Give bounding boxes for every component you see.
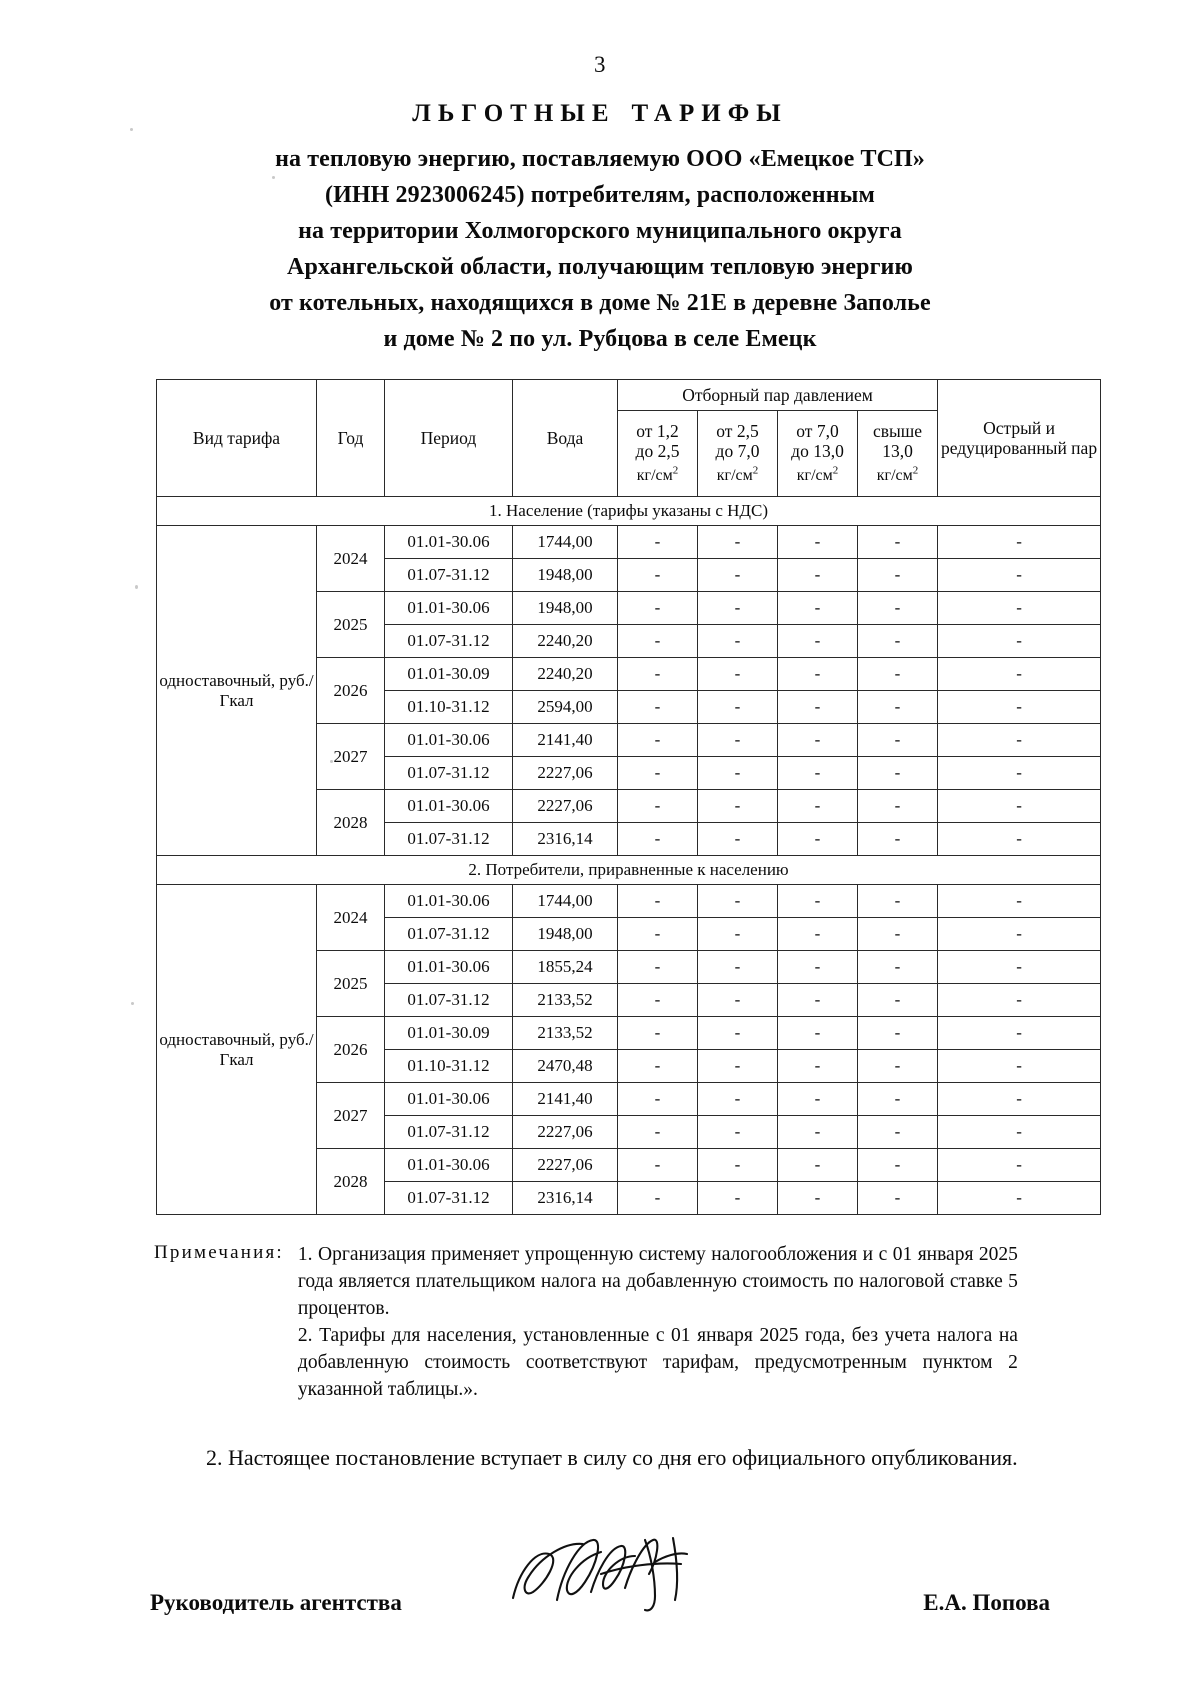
steam-above-13-0-cell: - <box>858 790 938 823</box>
steam-7-0-13-0-cell: - <box>778 885 858 918</box>
sharp-steam-cell: - <box>938 823 1101 856</box>
sharp-steam-cell: - <box>938 559 1101 592</box>
sharp-steam-cell: - <box>938 790 1101 823</box>
sharp-steam-cell: - <box>938 1149 1101 1182</box>
header-period: Период <box>385 380 513 497</box>
header-pressure-1: от 1,2 до 2,5 $кг/см^2$ <box>618 410 698 496</box>
signer-name: Е.А. Попова <box>923 1590 1050 1615</box>
steam-2-5-7-0-cell: - <box>698 918 778 951</box>
water-value-cell: 2594,00 <box>513 691 618 724</box>
table-row <box>157 526 1101 559</box>
section-title-row <box>157 497 1101 526</box>
steam-7-0-13-0-cell: - <box>778 918 858 951</box>
steam-above-13-0-cell: - <box>858 1116 938 1149</box>
water-value-cell: 2227,06 <box>513 790 618 823</box>
steam-1-2-2-5-cell: - <box>618 691 698 724</box>
note-item-2: 2. Тарифы для населения, установленные с 01 января 2025 года, без учета налога на добавленную стоимость соответствуют тарифам, предусмотренным пунктом 2 указанной таблицы.». <box>297 1325 1018 1400</box>
steam-1-2-2-5-cell: - <box>618 1083 698 1116</box>
steam-above-13-0-cell: - <box>858 984 938 1017</box>
steam-2-5-7-0-cell: - <box>698 951 778 984</box>
steam-above-13-0-cell: - <box>858 592 938 625</box>
steam-2-5-7-0-cell: - <box>698 790 778 823</box>
period-cell: 01.01-30.06 <box>385 885 513 918</box>
title-line-6: и доме № 2 по ул. Рубцова в селе Емецк <box>383 326 817 352</box>
water-value-cell: 2240,20 <box>513 625 618 658</box>
sharp-steam-cell: - <box>938 724 1101 757</box>
steam-above-13-0-cell: - <box>858 1149 938 1182</box>
steam-2-5-7-0-cell: - <box>698 526 778 559</box>
water-value-cell: 1744,00 <box>513 885 618 918</box>
period-cell: 01.01-30.06 <box>385 1083 513 1116</box>
steam-1-2-2-5-cell: - <box>618 823 698 856</box>
steam-2-5-7-0-cell: - <box>698 625 778 658</box>
period-cell: 01.01-30.06 <box>385 724 513 757</box>
year-cell: 2026 <box>317 1017 385 1083</box>
steam-7-0-13-0-cell: - <box>778 1116 858 1149</box>
water-value-cell: 2316,14 <box>513 1182 618 1215</box>
steam-above-13-0-cell: - <box>858 823 938 856</box>
steam-2-5-7-0-cell: - <box>698 658 778 691</box>
tariff-type-cell: одноставочный, руб./Гкал <box>157 885 317 1215</box>
steam-above-13-0-cell: - <box>858 1083 938 1116</box>
sharp-steam-cell: - <box>938 1017 1101 1050</box>
period-cell: 01.07-31.12 <box>385 559 513 592</box>
year-cell: 2025 <box>317 592 385 658</box>
document-title: ЛЬГОТНЫЕ ТАРИФЫ <box>412 100 788 127</box>
year-cell: 2027 <box>317 724 385 790</box>
year-cell: 2026 <box>317 658 385 724</box>
steam-above-13-0-cell: - <box>858 526 938 559</box>
steam-7-0-13-0-cell: - <box>778 559 858 592</box>
closing-text: Настоящее постановление вступает в силу со дня его официального опубликования. <box>228 1445 1018 1470</box>
sharp-steam-cell: - <box>938 1083 1101 1116</box>
sharp-steam-cell: - <box>938 625 1101 658</box>
steam-7-0-13-0-cell: - <box>778 1182 858 1215</box>
year-cell: 2028 <box>317 790 385 856</box>
water-value-cell: 2227,06 <box>513 1116 618 1149</box>
steam-7-0-13-0-cell: - <box>778 658 858 691</box>
steam-2-5-7-0-cell: - <box>698 724 778 757</box>
header-pressure-2: от 2,5 до 7,0 $кг/см^2$ <box>698 410 778 496</box>
sharp-steam-cell: - <box>938 658 1101 691</box>
steam-2-5-7-0-cell: - <box>698 1083 778 1116</box>
scan-speck <box>135 585 138 589</box>
steam-2-5-7-0-cell: - <box>698 691 778 724</box>
period-cell: 01.07-31.12 <box>385 823 513 856</box>
header-year: Год <box>317 380 385 497</box>
year-cell: 2024 <box>317 526 385 592</box>
steam-above-13-0-cell: - <box>858 1050 938 1083</box>
steam-1-2-2-5-cell: - <box>618 1017 698 1050</box>
water-value-cell: 2227,06 <box>513 1149 618 1182</box>
period-cell: 01.01-30.06 <box>385 951 513 984</box>
steam-1-2-2-5-cell: - <box>618 658 698 691</box>
steam-above-13-0-cell: - <box>858 691 938 724</box>
steam-1-2-2-5-cell: - <box>618 918 698 951</box>
table-header <box>157 380 1101 497</box>
scan-speck <box>131 1002 134 1005</box>
water-value-cell: 2227,06 <box>513 757 618 790</box>
steam-2-5-7-0-cell: - <box>698 1149 778 1182</box>
steam-7-0-13-0-cell: - <box>778 1050 858 1083</box>
water-value-cell: 2141,40 <box>513 724 618 757</box>
steam-2-5-7-0-cell: - <box>698 1116 778 1149</box>
sharp-steam-cell: - <box>938 984 1101 1017</box>
section-title: 2. Потребители, приравненные к населению <box>157 856 1101 885</box>
steam-7-0-13-0-cell: - <box>778 823 858 856</box>
year-cell: 2027 <box>317 1083 385 1149</box>
section-title: 1. Население (тарифы указаны с НДС) <box>157 497 1101 526</box>
sharp-steam-cell: - <box>938 1116 1101 1149</box>
steam-2-5-7-0-cell: - <box>698 984 778 1017</box>
title-line-1: на тепловую энергию, поставляемую ООО «Емецкое ТСП» <box>275 146 925 172</box>
note-item-1: 1. Организация применяет упрощенную систему налогообложения и с 01 января 2025 года является плательщиком налога на добавленную стоимость по налоговой ставке 5 процентов. <box>297 1244 1018 1319</box>
steam-7-0-13-0-cell: - <box>778 951 858 984</box>
sharp-steam-cell: - <box>938 885 1101 918</box>
tariff-table <box>156 379 1101 1215</box>
steam-1-2-2-5-cell: - <box>618 951 698 984</box>
header-sharp-steam: Острый и редуцированный пар <box>938 380 1101 497</box>
water-value-cell: 1744,00 <box>513 526 618 559</box>
steam-1-2-2-5-cell: - <box>618 526 698 559</box>
water-value-cell: 1948,00 <box>513 592 618 625</box>
closing-paragraph <box>150 1441 1050 1474</box>
steam-1-2-2-5-cell: - <box>618 984 698 1017</box>
steam-1-2-2-5-cell: - <box>618 592 698 625</box>
steam-1-2-2-5-cell: - <box>618 757 698 790</box>
header-pressure-3: от 7,0 до 13,0 $кг/см^2$ <box>778 410 858 496</box>
sharp-steam-cell: - <box>938 1182 1101 1215</box>
water-value-cell: 2133,52 <box>513 1017 618 1050</box>
steam-above-13-0-cell: - <box>858 559 938 592</box>
steam-above-13-0-cell: - <box>858 1017 938 1050</box>
title-line-3: на территории Холмогорского муниципального округа <box>298 218 902 244</box>
steam-2-5-7-0-cell: - <box>698 559 778 592</box>
scan-speck <box>330 760 333 763</box>
steam-1-2-2-5-cell: - <box>618 790 698 823</box>
notes-block <box>154 1241 1050 1403</box>
header-pressure-4: свыше 13,0 $кг/см^2$ <box>858 410 938 496</box>
period-cell: 01.01-30.06 <box>385 526 513 559</box>
sharp-steam-cell: - <box>938 1050 1101 1083</box>
page-number: 3 <box>594 52 606 77</box>
notes-body <box>298 1241 1018 1403</box>
steam-above-13-0-cell: - <box>858 951 938 984</box>
period-cell: 01.07-31.12 <box>385 625 513 658</box>
steam-7-0-13-0-cell: - <box>778 984 858 1017</box>
section-title-row <box>157 856 1101 885</box>
water-value-cell: 2470,48 <box>513 1050 618 1083</box>
period-cell: 01.10-31.12 <box>385 1050 513 1083</box>
water-value-cell: 1948,00 <box>513 918 618 951</box>
header-type: Вид тарифа <box>157 380 317 497</box>
title-line-2: (ИНН 2923006245) потребителям, расположенным <box>325 182 875 208</box>
title-line-5: от котельных, находящихся в доме № 21Е в деревне Заполье <box>269 290 931 316</box>
steam-7-0-13-0-cell: - <box>778 790 858 823</box>
scan-speck <box>272 176 275 179</box>
water-value-cell: 2133,52 <box>513 984 618 1017</box>
sharp-steam-cell: - <box>938 918 1101 951</box>
steam-above-13-0-cell: - <box>858 885 938 918</box>
steam-7-0-13-0-cell: - <box>778 592 858 625</box>
sharp-steam-cell: - <box>938 592 1101 625</box>
water-value-cell: 1855,24 <box>513 951 618 984</box>
steam-1-2-2-5-cell: - <box>618 724 698 757</box>
title-line-4: Архангельской области, получающим тепловую энергию <box>287 254 913 280</box>
steam-above-13-0-cell: - <box>858 625 938 658</box>
steam-7-0-13-0-cell: - <box>778 1083 858 1116</box>
tariff-type-cell: одноставочный, руб./Гкал <box>157 526 317 856</box>
sharp-steam-cell: - <box>938 757 1101 790</box>
period-cell: 01.01-30.06 <box>385 592 513 625</box>
steam-above-13-0-cell: - <box>858 757 938 790</box>
title-block <box>150 100 1050 357</box>
steam-1-2-2-5-cell: - <box>618 559 698 592</box>
scan-speck <box>130 128 133 131</box>
signature-block <box>150 1536 1050 1616</box>
steam-1-2-2-5-cell: - <box>618 1050 698 1083</box>
signer-role: Руководитель агентства <box>150 1590 402 1615</box>
table-body <box>157 497 1101 1215</box>
year-cell: 2028 <box>317 1149 385 1215</box>
handwritten-signature-icon <box>505 1526 725 1622</box>
year-cell: 2024 <box>317 885 385 951</box>
steam-1-2-2-5-cell: - <box>618 1116 698 1149</box>
closing-number: 2. <box>206 1445 223 1470</box>
steam-1-2-2-5-cell: - <box>618 1149 698 1182</box>
sharp-steam-cell: - <box>938 526 1101 559</box>
water-value-cell: 2316,14 <box>513 823 618 856</box>
period-cell: 01.07-31.12 <box>385 918 513 951</box>
period-cell: 01.01-30.09 <box>385 658 513 691</box>
water-value-cell: 2141,40 <box>513 1083 618 1116</box>
steam-1-2-2-5-cell: - <box>618 885 698 918</box>
notes-label: Примечания: <box>154 1242 284 1263</box>
steam-2-5-7-0-cell: - <box>698 757 778 790</box>
year-cell: 2025 <box>317 951 385 1017</box>
steam-7-0-13-0-cell: - <box>778 724 858 757</box>
water-value-cell: 2240,20 <box>513 658 618 691</box>
steam-2-5-7-0-cell: - <box>698 823 778 856</box>
header-water: Вода <box>513 380 618 497</box>
steam-2-5-7-0-cell: - <box>698 1182 778 1215</box>
period-cell: 01.01-30.06 <box>385 790 513 823</box>
period-cell: 01.07-31.12 <box>385 984 513 1017</box>
steam-7-0-13-0-cell: - <box>778 526 858 559</box>
sharp-steam-cell: - <box>938 691 1101 724</box>
steam-2-5-7-0-cell: - <box>698 592 778 625</box>
steam-2-5-7-0-cell: - <box>698 1017 778 1050</box>
period-cell: 01.07-31.12 <box>385 1182 513 1215</box>
period-cell: 01.07-31.12 <box>385 1116 513 1149</box>
sharp-steam-cell: - <box>938 951 1101 984</box>
period-cell: 01.10-31.12 <box>385 691 513 724</box>
table-row <box>157 885 1101 918</box>
steam-7-0-13-0-cell: - <box>778 625 858 658</box>
steam-above-13-0-cell: - <box>858 724 938 757</box>
steam-above-13-0-cell: - <box>858 1182 938 1215</box>
steam-7-0-13-0-cell: - <box>778 1149 858 1182</box>
steam-1-2-2-5-cell: - <box>618 625 698 658</box>
period-cell: 01.01-30.06 <box>385 1149 513 1182</box>
steam-7-0-13-0-cell: - <box>778 691 858 724</box>
steam-1-2-2-5-cell: - <box>618 1182 698 1215</box>
period-cell: 01.07-31.12 <box>385 757 513 790</box>
steam-2-5-7-0-cell: - <box>698 1050 778 1083</box>
steam-7-0-13-0-cell: - <box>778 757 858 790</box>
steam-above-13-0-cell: - <box>858 658 938 691</box>
period-cell: 01.01-30.09 <box>385 1017 513 1050</box>
water-value-cell: 1948,00 <box>513 559 618 592</box>
steam-7-0-13-0-cell: - <box>778 1017 858 1050</box>
header-steam-group: Отборный пар давлением <box>618 380 938 411</box>
steam-2-5-7-0-cell: - <box>698 885 778 918</box>
steam-above-13-0-cell: - <box>858 918 938 951</box>
